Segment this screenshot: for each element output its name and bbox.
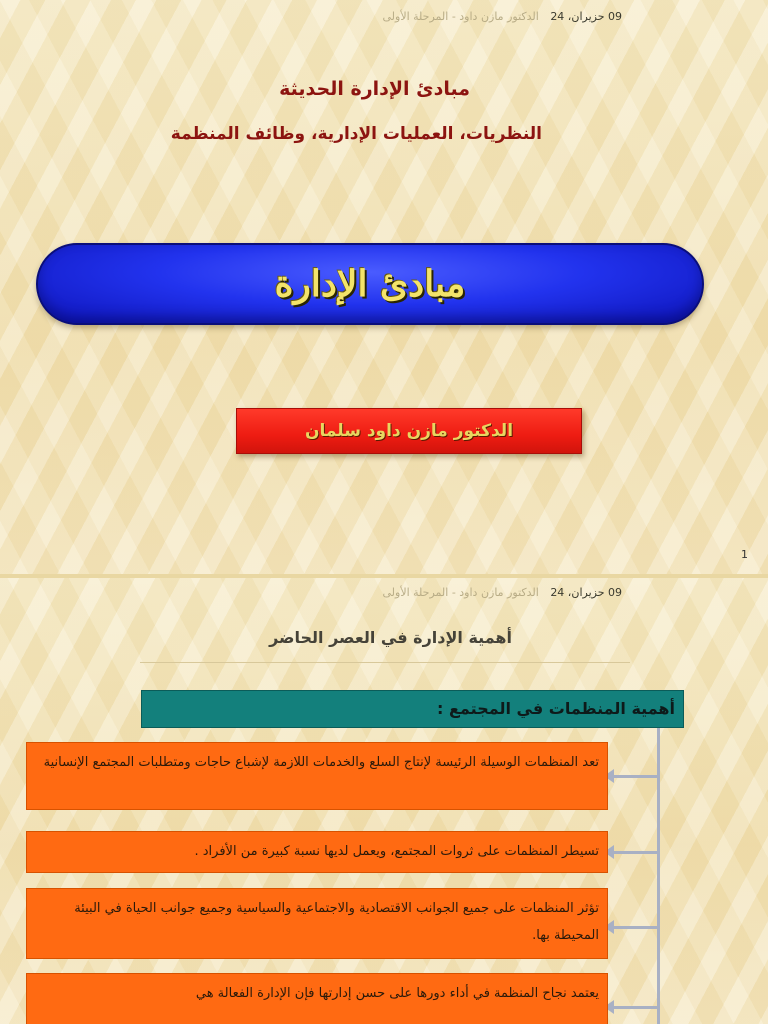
slide-divider (0, 574, 768, 578)
slide-header (372, 10, 622, 23)
section-heading: أهمية المنظمات في المجتمع : (437, 699, 675, 718)
slide-title: مبادئ الإدارة الحديثة (279, 78, 470, 100)
point-box: تعد المنظمات الوسيلة الرئيسة لإنتاج السلع والخدمات اللازمة لإشباع حاجات ومتطلبات المجتمع الإنسانية (26, 742, 608, 810)
point-box: تؤثر المنظمات على جميع الجوانب الاقتصادية والاجتماعية والسياسية وجميع جوانب الحياة في البيئة المحيطة بها. (26, 888, 608, 959)
page-number: 1 (741, 548, 748, 561)
point-box: يعتمد نجاح المنظمة في أداء دورها على حسن إدارتها فإن الإدارة الفعالة هي (26, 973, 608, 1024)
header-author: الدكتور مازن داود - المرحلة الأولى (382, 586, 539, 599)
header-date: 09 حزيران، 24 (550, 10, 622, 23)
arrow-icon (612, 926, 658, 929)
title-banner-text: مبادئ الإدارة (274, 263, 466, 305)
connector-line (657, 728, 660, 1024)
arrow-icon (612, 1006, 658, 1009)
slide-title: أهمية الإدارة في العصر الحاضر (269, 628, 512, 647)
slide-header (372, 586, 622, 599)
section-heading-box (141, 690, 684, 728)
title-banner (36, 243, 704, 325)
author-name: الدكتور مازن داود سلمان (304, 421, 514, 441)
header-author: الدكتور مازن داود - المرحلة الأولى (382, 10, 539, 23)
slide-2 (0, 576, 768, 1024)
author-box (236, 408, 582, 454)
slide-subtitle: النظريات، العمليات الإدارية، وظائف المنظمة (170, 124, 542, 144)
arrow-icon (612, 851, 658, 854)
point-box: تسيطر المنظمات على ثروات المجتمع، ويعمل لديها نسبة كبيرة من الأفراد . (26, 831, 608, 873)
arrow-icon (612, 775, 658, 778)
header-date: 09 حزيران، 24 (550, 586, 622, 599)
title-underline (140, 662, 630, 663)
